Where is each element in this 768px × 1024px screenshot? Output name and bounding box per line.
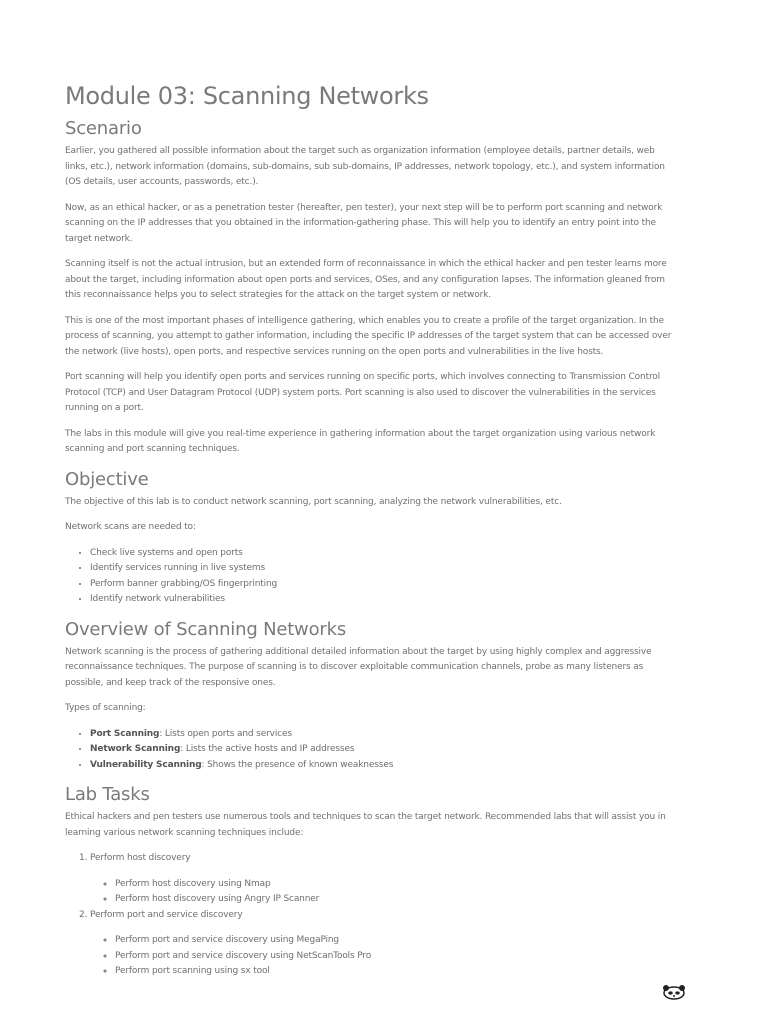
type-desc: : Shows the presence of known weaknesses [201,759,394,770]
lab-tasks-list [65,851,675,980]
subtask-list [90,877,675,908]
task-label: Perform port and service discovery [90,909,243,920]
task-item [90,908,675,980]
subtask-list [90,933,675,980]
list-item [90,727,675,743]
list-item: • Check live systems and open ports [90,546,675,562]
document-page [65,80,675,990]
scenario-paragraph: Scanning itself is not the actual intrusion, but an extended form of reconnaissance in which the ethical hacker and pen tester learns more about the target, including information about open ports and services, OSes, and any configuration lapses. The information gleaned from this reconnaissance helps you to select strategies for the attack on the target system or network. [65,259,667,300]
objective-intro: The objective of this lab is to conduct network scanning, port scanning, analyzing the network vulnerabilities, etc. [65,496,562,507]
subtask-item: ◦ Perform host discovery using Angry IP Scanner [115,892,675,908]
objective-list [65,546,675,608]
task-label: Perform host discovery [90,853,191,863]
overview-paragraph: Network scanning is the process of gathering additional detailed information about the target by using highly complex and aggressive reconnaissance techniques. The purpose of scanning is to discover exploitable communication channels, probe as many listeners as possible, and keep track of the responsive ones. [65,646,652,688]
lab-tasks-intro: Ethical hackers and pen testers use numerous tools and techniques to scan the target network. Recommended labs that will assist you in learning various network scanning techniques include: [65,812,666,838]
type-desc: : Lists the active hosts and IP addresses [180,744,355,754]
page-title: Module 03: Scanning Networks [65,82,429,110]
types-intro: Types of scanning: [65,703,146,713]
types-list [65,727,675,774]
objective-heading: Objective [65,468,149,490]
panda-icon [662,984,686,1000]
scenario-paragraph: Port scanning will help you identify open ports and services running on specific ports, which involves connecting to Transmission Control Protocol (TCP) and User Datagram Protocol (UDP) system ports. Port scanning is also used to discover the vulnerabilities in the services running on a port. [65,372,661,413]
list-item: • Perform banner grabbing/OS fingerprinting [90,577,675,593]
type-term: Port Scanning [90,728,160,739]
overview-heading: Overview of Scanning Networks [65,618,346,640]
objective-list-intro: Network scans are needed to: [65,522,196,532]
type-term: Network Scanning [90,744,181,754]
scenario-heading: Scenario [65,118,142,139]
list-item [90,758,675,774]
list-item: • Identify services running in live systems [90,561,675,577]
subtask-item: ◦ Perform port scanning using sx tool [115,964,675,980]
scenario-paragraph: The labs in this module will give you real-time experience in gathering information about the target organization using various network scanning and port scanning techniques. [65,428,656,454]
list-item [90,742,675,758]
task-item [90,851,675,908]
lab-tasks-heading: Lab Tasks [65,784,150,805]
subtask-item: ◦ Perform host discovery using Nmap [115,877,675,893]
scenario-paragraph: Now, as an ethical hacker, or as a penetration tester (hereafter, pen tester), your next step will be to perform port scanning and network scanning on the IP addresses that you obtained in the information-gathering phase. This will help you to identify an entry point into the target network. [65,202,663,244]
list-item: • Identify network vulnerabilities [90,592,675,608]
type-term: Vulnerability Scanning [90,759,202,770]
subtask-item: ◦ Perform port and service discovery using MegaPing [115,933,675,949]
scenario-paragraph: This is one of the most important phases of intelligence gathering, which enables you to create a profile of the target organization. In the process of scanning, you attempt to gather information, including the specific IP addresses of the target system that can be accessed over the network (live hosts), open ports, and respective services running on the open ports and vulnerabilities in the live hosts. [65,315,672,357]
type-desc: : Lists open ports and services [159,728,292,739]
subtask-item: ◦ Perform port and service discovery using NetScanTools Pro [115,949,675,965]
scenario-paragraph: Earlier, you gathered all possible information about the target such as organization information (employee details, partner details, web links, etc.), network information (domains, sub-domains, sub sub-domains, IP addresses, network topology, etc.), and system information (OS details, user accounts, passwords, etc.). [65,146,665,187]
